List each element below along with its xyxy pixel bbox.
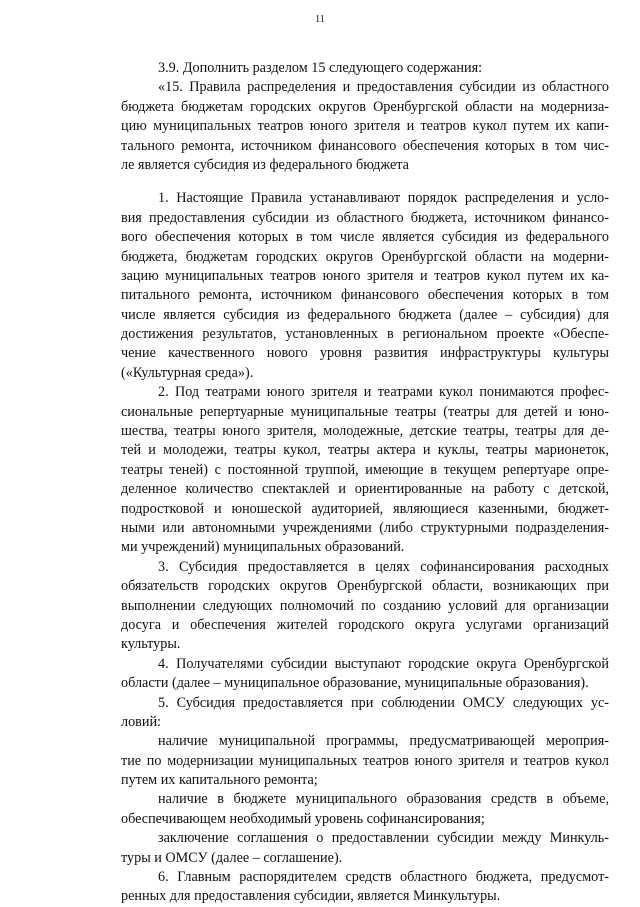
amendment-line: 3.9. Дополнить разделом 15 следующего содержания: bbox=[158, 60, 483, 76]
paragraph-line: 4. Получателями субсидии выступают городские округа Оренбургской bbox=[158, 655, 609, 672]
paragraph-line: шества, театры юного зрителя, молодежные, детские театры, театры для де- bbox=[121, 423, 609, 440]
paragraph-line: ми учреждений) муниципальных образований. bbox=[121, 539, 405, 556]
paragraph bbox=[121, 558, 609, 655]
paragraph bbox=[121, 790, 609, 829]
paragraph bbox=[121, 655, 609, 694]
paragraph-line: подростковой и юношеской аудиторией, являющиеся казенными, бюджет- bbox=[121, 500, 609, 517]
section-heading-line: тального ремонта, источником финансового обеспечения которых в том чис- bbox=[121, 137, 609, 154]
paragraph-line: бюджета, бюджетам городских округов Оренбургской области на модерни- bbox=[121, 248, 609, 265]
section-heading-line: ле является субсидия из федерального бюджета bbox=[121, 156, 409, 173]
paragraph-line: питального ремонта, источником финансового обеспечения которых в том bbox=[121, 287, 609, 304]
paragraph-line: 2. Под театрами юного зрителя и театрами кукол понимаются профес- bbox=[158, 384, 609, 401]
paragraph-line: деленное количество спектаклей и ориентированные на работу с детской, bbox=[121, 481, 609, 498]
paragraph-line: («Культурная среда»). bbox=[121, 364, 254, 381]
paragraph-line: ловий: bbox=[121, 713, 161, 730]
section-heading-line: «15. Правила распределения и предоставления субсидии из областного bbox=[158, 79, 609, 96]
document-body bbox=[121, 59, 609, 907]
paragraph-line: вого обеспечения которых в том числе является субсидия из федерального bbox=[121, 229, 609, 246]
paragraph-line: сиональные репертуарные муниципальные театры (театры для детей и юно- bbox=[121, 403, 609, 420]
paragraph-line: 1. Настоящие Правила устанавливают порядок распределения и усло- bbox=[158, 190, 609, 207]
paragraph-line: наличие в бюджете муниципального образования средств в объеме, bbox=[158, 791, 609, 808]
paragraph bbox=[121, 829, 609, 868]
paragraph-line: области (далее – муниципальное образование, муниципальные образования). bbox=[121, 675, 589, 692]
paragraph-line: 3. Субсидия предоставляется в целях софинансирования расходных bbox=[158, 558, 609, 575]
paragraph bbox=[121, 383, 609, 558]
paragraph-line: тей и молодежи, театры кукол, театры актера и куклы, театры марионеток, bbox=[121, 442, 609, 459]
paragraph-line: 5. Субсидия предоставляется при соблюдении ОМСУ следующих ус- bbox=[158, 694, 609, 711]
paragraph bbox=[121, 694, 609, 733]
paragraph-line: числе является субсидия из федерального бюджета (далее – субсидия) для bbox=[121, 306, 609, 323]
paragraph bbox=[121, 189, 609, 383]
paragraph-line: заключение соглашения о предоставлении субсидии между Минкуль- bbox=[158, 830, 609, 847]
paragraph bbox=[121, 868, 609, 907]
paragraph-line: обеспечивающем необходимый уровень софинансирования; bbox=[121, 810, 485, 827]
paragraph-line: обязательств городских округов Оренбургской области, возникающих при bbox=[121, 578, 609, 595]
paragraph-line: вия предоставления субсидии из областного бюджета, источником финансо- bbox=[121, 209, 609, 226]
paragraph-line: туры и ОМСУ (далее – соглашение). bbox=[121, 849, 343, 866]
paragraph-line: ренных для предоставления субсидии, является Минкультуры. bbox=[121, 888, 501, 905]
paragraph-line: 6. Главным распорядителем средств областного бюджета, предусмот- bbox=[158, 869, 609, 886]
paragraph-list bbox=[121, 189, 609, 906]
section-intro bbox=[121, 59, 609, 175]
paragraph-line: зацию муниципальных театров юного зрителя и театров кукол путем их ка- bbox=[121, 267, 609, 284]
paragraph-line: культуры. bbox=[121, 636, 181, 653]
page-number: 11 bbox=[315, 14, 325, 25]
section-heading-line: цию муниципальных театров юного зрителя и театров кукол путем их капи- bbox=[121, 118, 609, 135]
paragraph-line: досуга и обеспечения жителей городского округа услугами организаций bbox=[121, 616, 609, 633]
paragraph-line: ными или автономными учреждениями (либо структурными подразделения- bbox=[121, 519, 609, 536]
paragraph-line: путем их капитального ремонта; bbox=[121, 772, 318, 789]
paragraph bbox=[121, 732, 609, 790]
paragraph-line: тие по модернизации муниципальных театров юного зрителя и театров кукол bbox=[121, 752, 609, 769]
paragraph-line: достижения результатов, установленных в региональном проекте «Обеспе- bbox=[121, 326, 609, 343]
section-heading-line: бюджета бюджетам городских округов Оренбургской области на модерниза- bbox=[121, 98, 609, 115]
paragraph-line: чение качественного нового уровня развития инфраструктуры культуры bbox=[121, 345, 609, 362]
paragraph-line: выполнении следующих полномочий по созданию условий для организации bbox=[121, 597, 609, 614]
paragraph-line: театры теней) с постоянной труппой, имеющие в текущем репертуаре опре- bbox=[121, 461, 609, 478]
paragraph-line: наличие муниципальной программы, предусматривающей мероприя- bbox=[158, 733, 609, 750]
